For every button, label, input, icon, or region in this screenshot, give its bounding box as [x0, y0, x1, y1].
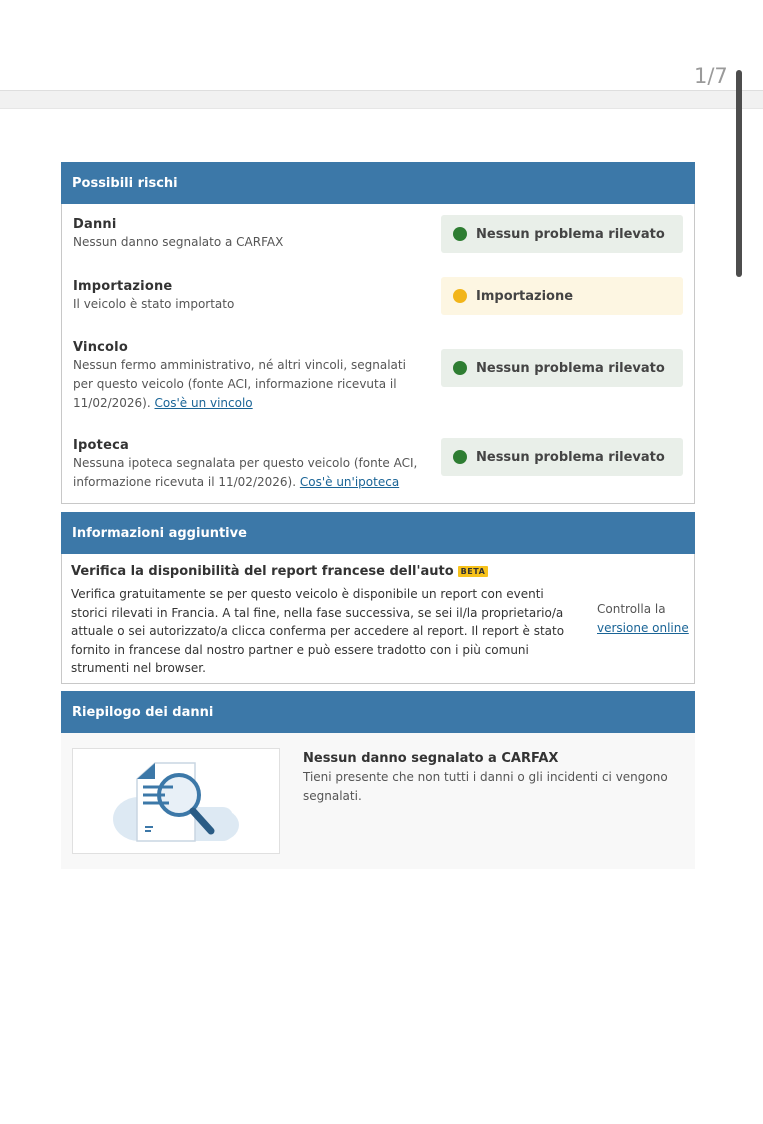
risk-description [73, 356, 425, 413]
green-dot-icon [453, 361, 467, 375]
vincolo-info-link[interactable]: Cos'è un vincolo [154, 396, 253, 410]
info-header: Informazioni aggiuntive [61, 512, 695, 554]
risk-row-ipoteca [73, 438, 685, 492]
status-label: Nessun problema rilevato [476, 226, 665, 242]
online-version-link[interactable]: versione online [597, 621, 689, 635]
damage-header: Riepilogo dei danni [61, 691, 695, 733]
damage-section [61, 691, 695, 869]
illustration-frame [72, 748, 280, 854]
page-counter: 1/7 [694, 64, 728, 88]
risks-header: Possibili rischi [61, 162, 695, 204]
info-body [61, 554, 695, 684]
ipoteca-info-link[interactable]: Cos'è un'ipoteca [299, 475, 400, 489]
status-label: Importazione [476, 288, 574, 304]
green-dot-icon [453, 227, 467, 241]
scrollbar-thumb[interactable] [736, 70, 742, 277]
green-dot-icon [453, 450, 467, 464]
status-label: Nessun problema rilevato [476, 360, 665, 376]
risk-title: Ipoteca [73, 438, 129, 453]
yellow-dot-icon [453, 289, 467, 303]
risks-body [61, 204, 695, 504]
document-magnifier-icon [73, 749, 279, 853]
info-title-text: Verifica la disponibilità del report francese dell'auto [71, 564, 454, 579]
status-badge [441, 215, 683, 253]
risk-row-vincolo [73, 340, 685, 413]
risks-section [61, 162, 695, 504]
damage-description: Tieni presente che non tutti i danni o gli incidenti ci vengono segnalati. [303, 770, 668, 803]
risk-description-text: Nessun fermo amministrativo, né altri vincoli, segnalati per questo veicolo (fonte ACI, informazione ricevuta il 11/02/2026). [73, 358, 406, 410]
damage-body [61, 733, 695, 869]
status-label: Nessun problema rilevato [476, 449, 665, 465]
status-badge [441, 349, 683, 387]
damage-title: Nessun danno segnalato a CARFAX [303, 751, 559, 766]
page-separator [0, 90, 763, 109]
info-section [61, 512, 695, 684]
online-version-label: Controlla la [597, 602, 666, 616]
info-title [71, 564, 488, 579]
risk-description-text: Nessuna ipoteca segnalata per questo veicolo (fonte ACI, informazione ricevuta il 11/02/2026). [73, 456, 418, 489]
risk-title: Importazione [73, 279, 173, 294]
risk-description: Nessun danno segnalato a CARFAX [73, 235, 284, 249]
risk-row-importazione [73, 279, 685, 314]
info-text: Verifica gratuitamente se per questo veicolo è disponibile un report con eventi storici rilevati in Francia. A tal fine, nella fase successiva, se sei il/la proprietario/a attuale o sei autorizzato/a clicca conferma per accedere al report. Il report è stato fornito in francese dal nostro partner e può essere tradotto con i più comuni strumenti nel browser. [71, 587, 565, 675]
risk-title: Vincolo [73, 340, 128, 355]
status-badge [441, 438, 683, 476]
risk-description [73, 454, 425, 492]
risk-description: Il veicolo è stato importato [73, 297, 235, 311]
risk-title: Danni [73, 217, 117, 232]
risk-row-danni [73, 217, 685, 252]
online-version-cta [597, 600, 689, 638]
status-badge [441, 277, 683, 315]
beta-badge: BETA [458, 566, 489, 577]
